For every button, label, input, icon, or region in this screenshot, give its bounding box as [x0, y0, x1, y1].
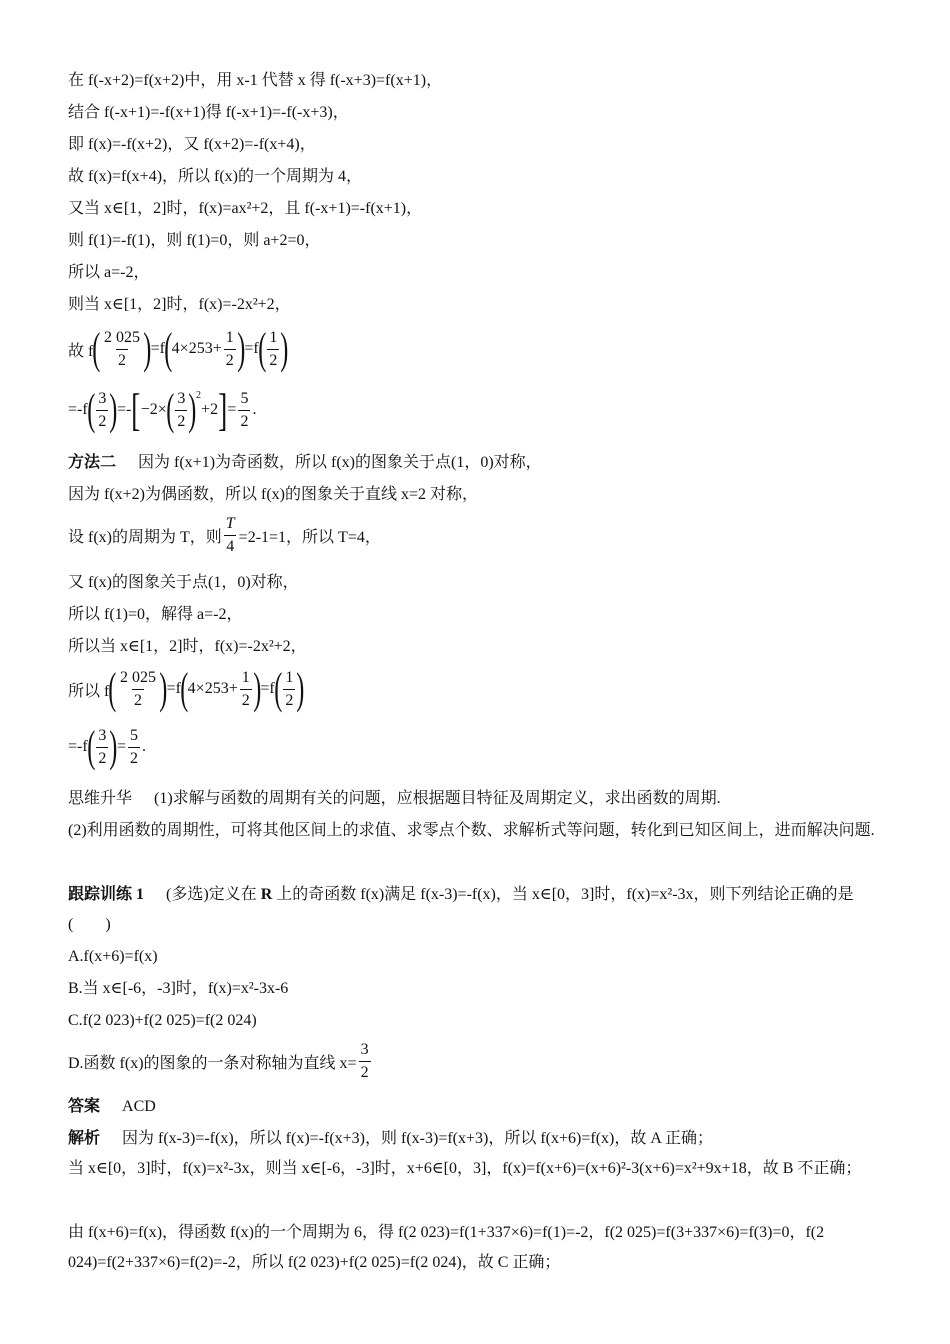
paren-right: ) [253, 664, 262, 713]
text-line: 又当 x∈[1，2]时，f(x)=ax²+2，且 f(-x+1)=-f(x+1)， [68, 200, 423, 217]
text-line: 方法二 因为 f(x+1)为奇函数，所以 f(x)的图象关于点(1，0)对称， [68, 454, 542, 471]
paren-left: ( [164, 324, 173, 373]
fraction: $\frac{5}{2}$ [240, 389, 249, 430]
paren-left: ( [166, 385, 175, 434]
eq-text: 故 f [68, 342, 94, 360]
eq-text: −2× [140, 401, 167, 418]
paren-left: ( [274, 664, 283, 713]
eq-text: =f [150, 340, 166, 357]
text-line: 所以 a=-2， [68, 264, 150, 281]
fraction: $\frac{5}{2}$ [130, 726, 139, 767]
fraction: $\frac{2 025}{2}$ [104, 328, 140, 369]
fraction: $\frac{3}{2}$ [177, 389, 186, 430]
eq-text: . [142, 738, 147, 755]
exercise-label: 跟踪训练 1 [68, 886, 145, 903]
eq-text: =f [260, 680, 275, 697]
answer-line [68, 1096, 156, 1118]
eq-text: =f [166, 680, 182, 697]
paren-left: ( [92, 324, 101, 373]
eq-text: . [252, 401, 257, 418]
text-line: 故 f(x)=f(x+4)，所以 f(x)的一个周期为 4， [68, 168, 363, 185]
summary-line: 思维升华 (1)求解与函数的周期有关的问题，应根据题目特征及周期定义，求出函数的周期. [68, 790, 721, 807]
eq-text: =-f [68, 738, 88, 755]
eq-text: +2 [201, 401, 219, 418]
text-line: 所以 f(1)=0，解得 a=-2， [68, 606, 243, 623]
equation-line [68, 724, 146, 770]
eq-text: = [227, 401, 237, 418]
analysis-paragraph: 由 f(x+6)=f(x)，得函数 f(x)的一个周期为 6，得 f(2 023)=f(1+337×6)=f(1)=-2，f(2 025)=f(3+337×6)=f(3)=0，f(2 024)=f(2+337×6)=f(2)=-2，所以 f(2 023)+f(2 025)=f(2 024)，故 C 正确； [68, 1224, 825, 1271]
summary-label: 思维升华 [68, 790, 133, 807]
equation-line [68, 326, 288, 372]
analysis-label: 解析 [68, 1130, 101, 1147]
text-line: 结合 f(-x+1)=-f(x+1)得 f(-x+1)=-f(-x+3)， [68, 104, 349, 121]
paren-right: ) [237, 324, 246, 373]
bracket-left: [ [131, 384, 141, 435]
paren-right: ) [296, 664, 305, 713]
text-line: 即 f(x)=-f(x+2)，又 f(x+2)=-f(x+4)， [68, 136, 316, 153]
answer-label: 答案 [68, 1098, 101, 1115]
analysis-line: 解析 因为 f(x-3)=-f(x)，所以 f(x)=-f(x+3)，则 f(x-3)=f(x+3)，所以 f(x+6)=f(x)，故 A 正确； [68, 1130, 714, 1147]
fraction: $\frac{3}{2}$ [98, 389, 107, 430]
equation-line [68, 386, 256, 434]
paren-left: ( [108, 664, 117, 713]
eq-text: 4×253+ [187, 680, 238, 697]
fraction: $\frac{2 025}{2}$ [120, 668, 156, 709]
text-line: 在 f(-x+2)=f(x+2)中，用 x-1 代替 x 得 f(-x+3)=f(x+1)， [68, 72, 443, 89]
eq-text: =- [117, 401, 132, 418]
option-b: B.当 x∈[-6，-3]时，f(x)=x²-3x-6 [68, 980, 289, 997]
equation-line [68, 666, 304, 712]
fraction: $\frac{1}{2}$ [241, 668, 250, 709]
paren-right: ) [109, 385, 118, 434]
fraction: $\frac{1}{2}$ [285, 668, 294, 709]
fraction: $\frac{3}{2}$ [98, 726, 107, 767]
paren-left: ( [258, 324, 267, 373]
answer-value: ACD [122, 1098, 156, 1115]
method-label: 方法二 [68, 454, 117, 471]
option-c: C.f(2 023)+f(2 025)=f(2 024) [68, 1012, 257, 1029]
text-line: 则 f(1)=-f(1)，则 f(1)=0，则 a+2=0， [68, 232, 321, 249]
text-line: 因为 f(x+2)为偶函数，所以 f(x)的图象关于直线 x=2 对称， [68, 486, 479, 503]
fraction: $\frac{T}{4}$ [225, 515, 235, 555]
eq-text: =f [244, 340, 259, 357]
eq-text: =-f [68, 401, 88, 418]
eq-text: 设 f(x)的周期为 T，则 [68, 529, 222, 546]
summary-paragraph: (2)利用函数的周期性，可将其他区间上的求值、求零点个数、求解析式等问题，转化到已知区间上，进而解决问题. [68, 822, 875, 839]
exponent: 2 [196, 390, 202, 401]
text-line: 又 f(x)的图象关于点(1，0)对称， [68, 574, 299, 591]
eq-text: = [117, 738, 127, 755]
eq-text: 4×253+ [171, 340, 222, 357]
fraction: $\frac{1}{2}$ [269, 328, 278, 369]
paren-right: ) [188, 385, 197, 434]
paren-right: ) [280, 324, 289, 373]
paren-right: ) [159, 664, 168, 713]
paren-left: ( [86, 722, 96, 771]
eq-text: =2-1=1，所以 T=4， [238, 529, 381, 546]
fraction: $\frac{3}{2}$ [360, 1041, 369, 1081]
paren-left: ( [86, 385, 96, 434]
analysis-paragraph: 当 x∈[0，3]时，f(x)=x²-3x，则当 x∈[-6，-3]时，x+6∈[0，3]，f(x)=f(x+6)=(x+6)²-3(x+6)=x²+9x+18，故 B 不正确； [68, 1160, 862, 1177]
bracket-right: ] [218, 384, 228, 435]
text-line: 所以当 x∈[1，2]时，f(x)=-2x²+2， [68, 638, 307, 655]
text-line: 则当 x∈[1，2]时，f(x)=-2x²+2， [68, 296, 291, 313]
paren-left: ( [180, 664, 189, 713]
eq-text: 所以 f [68, 682, 110, 700]
eq-text: D.函数 f(x)的图象的一条对称轴为直线 x= [68, 1055, 357, 1072]
option-d [68, 1040, 373, 1083]
option-a: A.f(x+6)=f(x) [68, 948, 158, 965]
equation-line [68, 514, 381, 557]
fraction: $\frac{1}{2}$ [225, 328, 234, 369]
exercise-stem: 跟踪训练 1 (多选)定义在 R 上的奇函数 f(x)满足 f(x-3)=-f(x)，当 x∈[0，3]时，f(x)=x²-3x，则下列结论正确的是( ) [68, 886, 854, 933]
paren-right: ) [143, 324, 152, 373]
paren-right: ) [109, 722, 118, 771]
